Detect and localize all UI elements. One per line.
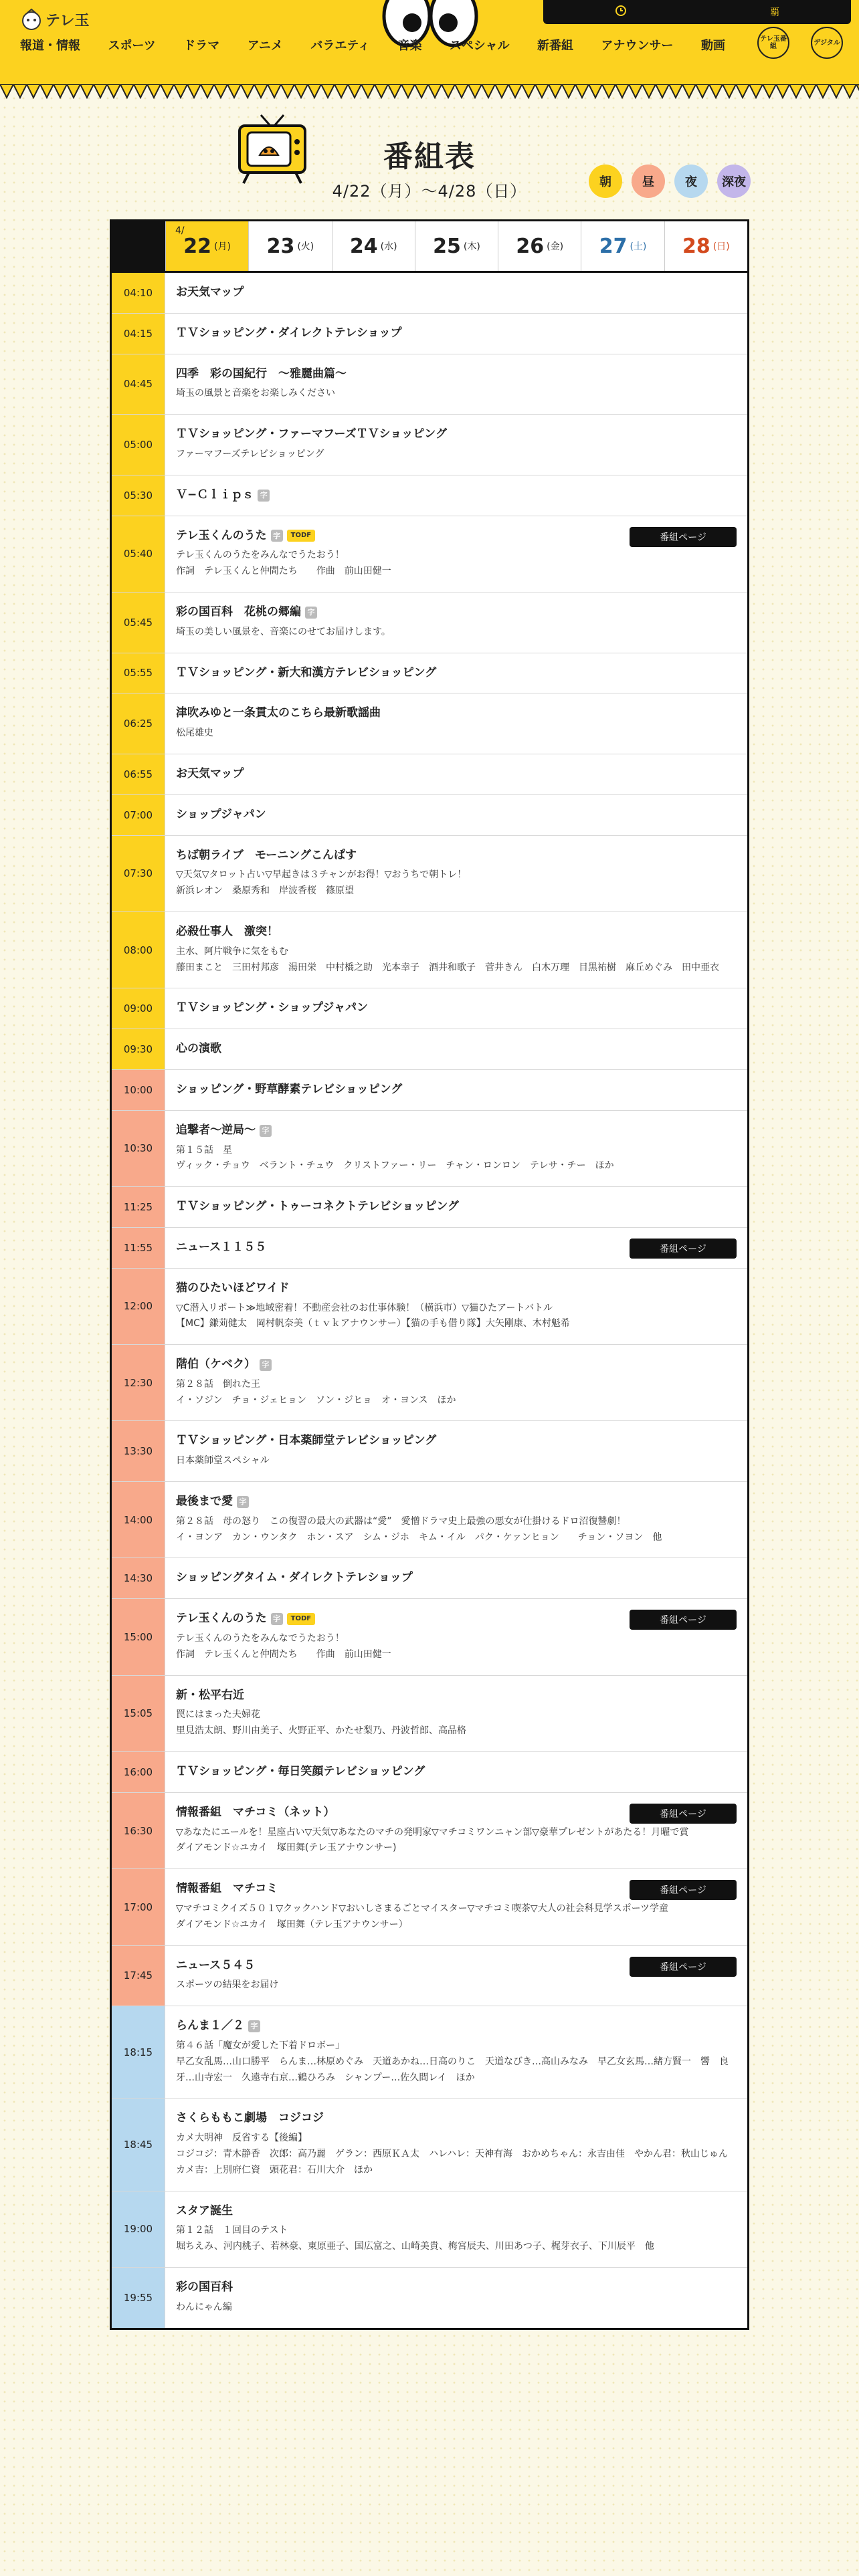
program-cell[interactable] xyxy=(165,2268,747,2328)
program-time: 09:30 xyxy=(112,1029,165,1069)
program-title-row xyxy=(176,1433,737,1449)
program-title-row xyxy=(176,326,737,342)
program-time: 19:00 xyxy=(112,2191,165,2267)
program-row xyxy=(112,912,747,988)
day-tab-weekday: (日) xyxy=(712,241,730,252)
program-title-row xyxy=(176,488,737,504)
program-title[interactable]: 彩の国百科 花桃の郷編 xyxy=(176,605,301,619)
program-cell[interactable] xyxy=(165,754,747,794)
page-title: 番組表 xyxy=(383,140,476,174)
program-title[interactable]: ＴＶショッピング・ダイレクトテレショップ xyxy=(176,326,402,340)
program-row xyxy=(112,754,747,795)
program-time: 15:05 xyxy=(112,1676,165,1751)
program-cell[interactable] xyxy=(165,516,747,592)
program-cell[interactable] xyxy=(165,415,747,475)
program-row xyxy=(112,1752,747,1793)
program-time: 05:40 xyxy=(112,516,165,592)
program-time: 06:55 xyxy=(112,754,165,794)
program-time: 18:45 xyxy=(112,2099,165,2190)
program-title[interactable]: ＴＶショッピング・日本薬師堂テレビショッピング xyxy=(176,1434,437,1448)
program-time: 18:15 xyxy=(112,2006,165,2098)
program-cell[interactable] xyxy=(165,1558,747,1598)
program-title[interactable]: ショッピングタイム・ダイレクトテレショップ xyxy=(176,1571,413,1585)
program-row xyxy=(112,475,747,516)
program-time: 07:30 xyxy=(112,836,165,911)
day-tab-date: 23 xyxy=(266,234,295,258)
subtitle-badge: 字 xyxy=(258,490,270,502)
program-detail: ヴィック・チョウ ベラント・チュウ クリストファー・リー チャン・ロンロン テレサ・チー ほか xyxy=(176,1160,614,1172)
program-title[interactable]: Ｖ−Ｃｌｉｐｓ xyxy=(176,488,254,502)
program-title[interactable]: ちば朝ライブ モーニングこんぱす xyxy=(176,848,357,862)
program-row xyxy=(112,1869,747,1945)
program-title-row xyxy=(176,427,737,443)
program-time: 11:55 xyxy=(112,1228,165,1268)
program-title[interactable]: ＴＶショッピング・トゥーコネクトテレビショッピング xyxy=(176,1200,459,1214)
program-detail: 作詞 テレ玉くんと仲間たち 作曲 前山田健一 xyxy=(176,1648,391,1660)
program-title-row xyxy=(176,285,737,301)
todf-badge: TODF xyxy=(287,1613,315,1625)
program-cell[interactable] xyxy=(165,2099,747,2190)
program-cell[interactable] xyxy=(165,1482,747,1558)
program-detail: 埼玉の風景と音楽をお楽しみください xyxy=(176,388,335,399)
program-cell[interactable] xyxy=(165,314,747,354)
program-row xyxy=(112,653,747,694)
day-tab-28[interactable] xyxy=(664,221,747,271)
day-tab-27[interactable] xyxy=(581,221,664,271)
program-title[interactable]: 猫のひたいほどワイド xyxy=(176,1281,290,1295)
subtitle-badge: 字 xyxy=(248,2020,260,2032)
program-row xyxy=(112,273,747,314)
program-title[interactable]: ショッピング・野草酵素テレビショッピング xyxy=(176,1082,403,1096)
program-time: 14:30 xyxy=(112,1558,165,1598)
program-title[interactable]: ニュース５４５ xyxy=(176,1958,256,1972)
time-jump-buttons xyxy=(589,165,751,198)
program-time: 17:00 xyxy=(112,1869,165,1945)
program-time: 05:30 xyxy=(112,475,165,516)
program-row xyxy=(112,1946,747,2007)
program-row xyxy=(112,1070,747,1111)
program-title[interactable]: ＴＶショッピング・ファーマフーズＴＶショッピング xyxy=(176,427,447,441)
program-title[interactable]: 追撃者〜逆局〜 xyxy=(176,1123,256,1137)
program-row xyxy=(112,693,747,754)
nav-video[interactable]: 動画 xyxy=(700,39,725,53)
program-detail: 主水、阿片戦争に気をもむ xyxy=(176,946,288,957)
program-title-row xyxy=(176,605,737,621)
day-tabs xyxy=(112,219,747,273)
program-row xyxy=(112,1029,747,1070)
program-detail: 第１５話 星 xyxy=(176,1144,232,1156)
program-title-row xyxy=(176,766,737,782)
program-time: 10:00 xyxy=(112,1070,165,1110)
day-tab-date: 28 xyxy=(682,234,710,258)
program-row xyxy=(112,1558,747,1599)
program-detail: 堀ちえみ、河内桃子、若林豪、東原亜子、国広富之、山崎美貴、梅宮辰夫、川田あつ子、梶芽衣子、下川辰平 他 xyxy=(176,2241,654,2252)
top-bar-label[interactable]: 覇 xyxy=(770,7,779,18)
program-time: 05:55 xyxy=(112,653,165,693)
program-detail: テレ玉くんのうたをみんなでうたおう！ xyxy=(176,550,345,561)
program-detail: ダイアモンド☆ユカイ 塚田舞（テレ玉アナウンサー） xyxy=(176,1919,408,1930)
program-row xyxy=(112,2191,747,2268)
program-list xyxy=(112,273,747,2328)
program-title[interactable]: さくらももこ劇場 コジコジ xyxy=(176,2111,324,2125)
program-title-row xyxy=(176,924,737,940)
tv-mascot-logo-icon xyxy=(20,8,43,31)
program-title[interactable]: 最後まで愛 xyxy=(176,1495,233,1509)
program-detail: 第２８話 倒れた王 xyxy=(176,1378,260,1390)
program-row xyxy=(112,795,747,836)
program-row xyxy=(112,1793,747,1869)
program-title[interactable]: テレ玉くんのうた xyxy=(176,1612,267,1626)
program-detail: ▽あなたにエールを！星座占い▽天気▽あなたのマチの発明家▽マチコミワンニャン部▽豪華プレゼントがあたる！月曜で賞 xyxy=(176,1826,689,1838)
day-tab-weekday: (木) xyxy=(463,241,480,252)
program-title[interactable]: 必殺仕事人 激突！ xyxy=(176,924,278,938)
logo-text: テレ玉 xyxy=(45,12,90,29)
program-detail: 早乙女乱馬…山口勝平 らんま…林原めぐみ 天道あかね…日高のりこ 天道なびき…高山みなみ 早乙女玄馬…緒方賢一 響 良牙…山寺宏一 久遠寺右京…鶴ひろみ シャンプー…佐久間レイ ほか xyxy=(176,2056,729,2083)
program-title-row xyxy=(176,706,737,722)
program-detail: ▽マチコミクイズ５０１▽クックハンド▽おいしさまるごとマイスター▽マチコミ喫茶▽大人の社会科見学スポーツ学童 xyxy=(176,1903,669,1915)
program-time: 06:25 xyxy=(112,693,165,754)
program-cell[interactable] xyxy=(165,1269,747,1344)
program-cell[interactable] xyxy=(165,354,747,415)
program-title[interactable]: 彩の国百科 xyxy=(176,2280,233,2294)
program-row xyxy=(112,354,747,415)
program-cell[interactable] xyxy=(165,1070,747,1110)
program-time: 16:30 xyxy=(112,1793,165,1868)
program-title[interactable]: ＴＶショッピング・毎日笑顔テレビショッピング xyxy=(176,1765,425,1779)
program-row xyxy=(112,1345,747,1421)
program-title-row xyxy=(176,807,737,823)
program-title-row xyxy=(176,1082,737,1098)
program-detail: 第２８話 母の怒り この復習の最大の武器は“愛” 愛憎ドラマ史上最強の悪女が仕掛けるドロ沼復讐劇！ xyxy=(176,1515,626,1527)
program-cell[interactable] xyxy=(165,1869,747,1945)
program-cell[interactable] xyxy=(165,912,747,988)
clock-icon[interactable] xyxy=(615,5,627,19)
program-cell[interactable] xyxy=(165,1793,747,1868)
program-time: 07:00 xyxy=(112,795,165,835)
program-title[interactable]: 情報番組 マチコミ xyxy=(176,1882,278,1896)
program-time: 10:30 xyxy=(112,1111,165,1186)
top-bar xyxy=(543,0,851,24)
program-detail: カメ大明神 反省する【後編】 xyxy=(176,2133,307,2144)
nav-sports[interactable]: スポーツ xyxy=(108,39,156,53)
day-tab-date: 24 xyxy=(349,234,378,258)
nav-news[interactable]: 報道・情報 xyxy=(20,39,80,53)
program-row xyxy=(112,516,747,593)
program-page-button[interactable]: 番組ページ xyxy=(630,1610,737,1630)
program-row xyxy=(112,1482,747,1558)
digital-circle-button[interactable]: デジタル xyxy=(811,27,843,59)
program-cell[interactable] xyxy=(165,1946,747,2006)
program-time: 13:30 xyxy=(112,1421,165,1481)
program-cell[interactable] xyxy=(165,1752,747,1792)
program-title-row xyxy=(176,848,737,864)
program-title-row xyxy=(176,1494,737,1510)
day-tab-date: 22 xyxy=(183,234,212,258)
program-row xyxy=(112,415,747,475)
program-row xyxy=(112,1676,747,1752)
day-tab-24[interactable] xyxy=(332,221,415,271)
program-title[interactable]: ショップジャパン xyxy=(176,807,266,821)
program-detail: 【MC】鎌苅健太 岡村帆奈美（ｔｖｋアナウンサー）【猫の手も借り隊】大矢剛康、木村魁希 xyxy=(176,1318,570,1329)
program-title[interactable]: お天気マップ xyxy=(176,766,244,780)
program-row xyxy=(112,1421,747,1482)
day-tab-23[interactable] xyxy=(248,221,331,271)
daytime-button[interactable]: 昼 xyxy=(632,165,665,198)
day-tab-22[interactable] xyxy=(165,221,248,271)
day-tab-weekday: (月) xyxy=(214,241,231,252)
program-cell[interactable] xyxy=(165,1345,747,1420)
program-detail: 藤田まこと 三田村邦彦 湯田栄 中村橋之助 光本幸子 酒井和歌子 菅井きん 白木万理 目黒祐樹 麻丘めぐみ 田中亜衣 xyxy=(176,962,719,973)
program-detail: ▽天気▽タロット占い▽早起きは３チャンがお得！▽おうちで朝トレ！ xyxy=(176,869,467,881)
program-title[interactable]: 階伯（ケベク） xyxy=(176,1358,256,1372)
program-title-row xyxy=(176,2018,737,2034)
program-time: 04:10 xyxy=(112,273,165,313)
nav-variety[interactable]: バラエティ xyxy=(310,39,370,53)
todf-badge: TODF xyxy=(287,530,315,542)
day-tab-month: 4/ xyxy=(175,225,185,236)
program-row xyxy=(112,2268,747,2328)
program-time: 14:00 xyxy=(112,1482,165,1558)
program-time: 05:45 xyxy=(112,593,165,653)
program-time: 11:25 xyxy=(112,1187,165,1227)
program-detail: 第４６話「魔女が愛した下着ドロボー」 xyxy=(176,2040,345,2052)
program-detail: ファーマフーズテレビショッピング xyxy=(176,448,324,459)
program-detail: わんにゃん編 xyxy=(176,2301,232,2313)
program-row xyxy=(112,314,747,354)
subtitle-badge: 字 xyxy=(271,530,283,542)
program-time: 15:00 xyxy=(112,1599,165,1675)
program-cell[interactable] xyxy=(165,1228,747,1268)
evening-button[interactable]: 夜 xyxy=(674,165,708,198)
date-range: 4/22（月）〜4/28（日） xyxy=(332,182,527,201)
day-tab-25[interactable] xyxy=(415,221,498,271)
program-title[interactable]: スタア誕生 xyxy=(176,2204,233,2218)
program-row xyxy=(112,1111,747,1187)
subtitle-badge: 字 xyxy=(271,1613,283,1625)
subtitle-badge: 字 xyxy=(305,607,317,619)
program-time: 05:00 xyxy=(112,415,165,475)
nav-anime[interactable]: アニメ xyxy=(247,39,283,53)
day-tab-date: 26 xyxy=(516,234,545,258)
program-title[interactable]: テレ玉くんのうた xyxy=(176,528,267,542)
day-tab-26[interactable] xyxy=(498,221,581,271)
nav-announcer[interactable]: アナウンサー xyxy=(601,39,674,53)
program-row xyxy=(112,988,747,1029)
program-detail: 日本薬師堂スペシャル xyxy=(176,1455,270,1467)
program-cell[interactable] xyxy=(165,653,747,693)
program-time: 04:45 xyxy=(112,354,165,415)
program-title-row xyxy=(176,1199,737,1215)
nav-special[interactable]: スペシャル xyxy=(449,39,510,53)
subtitle-badge: 字 xyxy=(260,1359,272,1371)
nav-drama[interactable]: ドラマ xyxy=(183,39,220,53)
day-tab-weekday: (土) xyxy=(630,241,647,252)
day-tab-date: 25 xyxy=(433,234,461,258)
program-page-button[interactable]: 番組ページ xyxy=(630,1957,737,1977)
program-title-row xyxy=(176,2280,737,2296)
program-cell[interactable] xyxy=(165,988,747,1029)
program-title-row xyxy=(176,1041,737,1057)
day-tab-date: 27 xyxy=(599,234,628,258)
program-page-button[interactable]: 番組ページ xyxy=(630,527,737,547)
day-tabs-corner xyxy=(112,221,165,271)
program-title-row xyxy=(176,1357,737,1373)
program-cell[interactable] xyxy=(165,1676,747,1751)
program-cell[interactable] xyxy=(165,593,747,653)
program-title[interactable]: 新・松平右近 xyxy=(176,1688,244,1702)
program-time: 12:00 xyxy=(112,1269,165,1344)
program-page-button[interactable]: 番組ページ xyxy=(630,1239,737,1259)
nav-new-programs[interactable]: 新番組 xyxy=(537,39,573,53)
program-cell[interactable] xyxy=(165,836,747,911)
program-time: 08:00 xyxy=(112,912,165,988)
program-detail: 新浜レオン 桑原秀和 岸波香桜 篠原望 xyxy=(176,885,354,897)
program-detail: ▽C潜入リポート≫地域密着！不動産会社のお仕事体験！（横浜市）▽猫ひたアートバトル xyxy=(176,1302,553,1313)
program-time: 12:30 xyxy=(112,1345,165,1420)
program-cell[interactable] xyxy=(165,1421,747,1481)
program-title-row xyxy=(176,1123,737,1139)
program-cell[interactable] xyxy=(165,1187,747,1227)
program-detail: 里見浩太朗、野川由美子、火野正平、かたせ梨乃、丹波哲郎、高品格 xyxy=(176,1725,466,1737)
nav-music[interactable]: 音楽 xyxy=(397,39,422,53)
program-row xyxy=(112,1269,747,1345)
program-title-row xyxy=(176,1688,737,1704)
program-row xyxy=(112,1599,747,1675)
program-row xyxy=(112,2099,747,2191)
program-detail: 第１２話 １回目のテスト xyxy=(176,2225,288,2236)
bottom-spacer xyxy=(0,2330,859,2370)
program-cell[interactable] xyxy=(165,2006,747,2098)
program-title[interactable]: らんま１／２ xyxy=(176,2019,244,2033)
program-detail: コジコジ：青木静香 次郎：高乃麗 ゲラン：西原ＫＡ太 ハレハレ：天神有海 おかめちゃん：永吉由佳 やかん君：秋山じゅん カメ吉：上別府仁資 頭花君：石川大介 ほか xyxy=(176,2149,738,2175)
program-row xyxy=(112,593,747,653)
program-row xyxy=(112,836,747,912)
program-row xyxy=(112,2006,747,2099)
day-tab-weekday: (火) xyxy=(297,241,314,252)
program-page-button[interactable]: 番組ページ xyxy=(630,1804,737,1824)
program-cell[interactable] xyxy=(165,693,747,754)
program-cell[interactable] xyxy=(165,795,747,835)
program-cell[interactable] xyxy=(165,1029,747,1069)
program-title[interactable]: 心の演歌 xyxy=(176,1042,221,1056)
program-title-row xyxy=(176,665,737,681)
program-title-row xyxy=(176,2204,737,2220)
program-title[interactable]: お天気マップ xyxy=(176,286,244,299)
program-title[interactable]: 情報番組 マチコミ（ネット） xyxy=(176,1805,335,1819)
program-detail: 埼玉の美しい風景を、音楽にのせてお届けします。 xyxy=(176,626,391,637)
program-detail: スポーツの結果をお届け xyxy=(176,1979,279,1991)
program-title[interactable]: 津吹みゆと一条貫太のこちら最新歌謡曲 xyxy=(176,706,381,720)
program-time: 16:00 xyxy=(112,1752,165,1792)
title-area xyxy=(0,86,859,219)
program-title-row xyxy=(176,366,737,383)
subtitle-badge: 字 xyxy=(260,1125,272,1137)
subtitle-badge: 字 xyxy=(237,1496,249,1508)
program-detail: 罠にはまった夫婦花 xyxy=(176,1709,260,1721)
program-page-button[interactable]: 番組ページ xyxy=(630,1880,737,1900)
program-time: 09:00 xyxy=(112,988,165,1029)
program-detail: イ・ヨンア カン・ウンタク ホン・スア シム・ジホ キム・イル パク・ケァンヒョン チョン・ソヨン 他 xyxy=(176,1531,662,1543)
day-tab-weekday: (金) xyxy=(547,241,564,252)
program-detail: テレ玉くんのうたをみんなでうたおう！ xyxy=(176,1633,345,1644)
program-title-row xyxy=(176,1000,737,1016)
morning-button[interactable]: 朝 xyxy=(589,165,622,198)
program-title[interactable]: ＴＶショッピング・ショップジャパン xyxy=(176,1001,368,1015)
program-detail: 作詞 テレ玉くんと仲間たち 作曲 前山田健一 xyxy=(176,566,391,577)
program-row xyxy=(112,1228,747,1269)
program-title[interactable]: ＴＶショッピング・新大和漢方テレビショッピング xyxy=(176,665,437,679)
schedule-table xyxy=(110,219,749,2330)
program-row xyxy=(112,1187,747,1228)
program-cell[interactable] xyxy=(165,273,747,313)
program-title-row xyxy=(176,2111,737,2127)
program-time: 17:45 xyxy=(112,1946,165,2006)
program-detail: ダイアモンド☆ユカイ 塚田舞(テレ玉アナウンサー) xyxy=(176,1842,397,1854)
day-tab-weekday: (水) xyxy=(380,241,397,252)
program-title-row xyxy=(176,1281,737,1297)
program-title[interactable]: ニュース１１５５ xyxy=(176,1240,267,1254)
main-nav xyxy=(20,36,725,53)
program-title-row xyxy=(176,1764,737,1780)
program-time: 04:15 xyxy=(112,314,165,354)
program-cell[interactable] xyxy=(165,475,747,516)
program-cell[interactable] xyxy=(165,2191,747,2267)
program-cell[interactable] xyxy=(165,1111,747,1186)
program-title[interactable]: 四季 彩の国紀行 〜雅麗曲篇〜 xyxy=(176,366,347,381)
program-title-row xyxy=(176,1570,737,1586)
site-header xyxy=(0,0,859,86)
program-time: 19:55 xyxy=(112,2268,165,2328)
logo[interactable] xyxy=(20,8,90,31)
late-night-button[interactable]: 深夜 xyxy=(717,165,751,198)
program-cell[interactable] xyxy=(165,1599,747,1675)
program-detail: 松尾雄史 xyxy=(176,728,213,739)
program-circle-button[interactable]: テレ玉番組 xyxy=(757,27,789,59)
program-detail: イ・ソジン チョ・ジェヒョン ソン・ジヒョ オ・ヨンス ほか xyxy=(176,1394,456,1406)
